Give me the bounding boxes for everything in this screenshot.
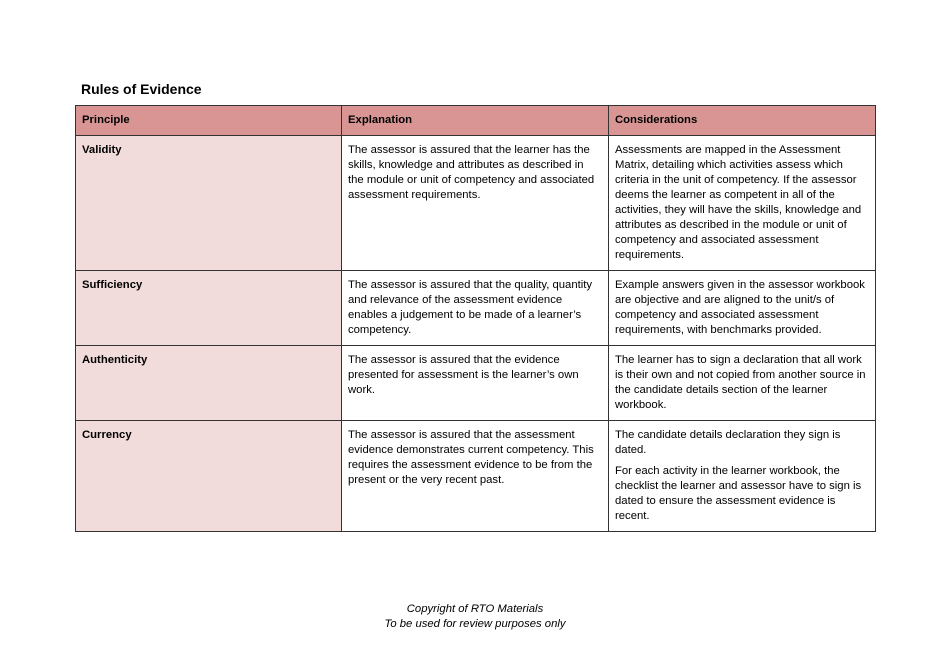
- principle-cell: Sufficiency: [76, 271, 342, 346]
- page-footer: [0, 602, 950, 632]
- principle-cell: Authenticity: [76, 346, 342, 421]
- explanation-cell: The assessor is assured that the learner has the skills, knowledge and attributes as described in the module or unit of competency and associated assessment requirements.: [342, 136, 609, 271]
- table-header-row: [76, 106, 876, 136]
- considerations-cell: [609, 421, 876, 532]
- footer-copyright: Copyright of RTO Materials: [406, 603, 544, 615]
- page-title: Rules of Evidence: [81, 81, 202, 97]
- considerations-cell: [609, 271, 876, 346]
- table-row: [76, 346, 876, 421]
- consideration-paragraph: For each activity in the learner workbook, the checklist the learner and assessor have to sign is dated to ensure the assessment evidence is recent.: [615, 465, 862, 522]
- considerations-cell: [609, 136, 876, 271]
- consideration-paragraph: The candidate details declaration they sign is dated.: [615, 429, 841, 456]
- explanation-cell: The assessor is assured that the assessment evidence demonstrates current competency. This requires the assessment evidence to be from the present or the very recent past.: [342, 421, 609, 532]
- principle-cell: Currency: [76, 421, 342, 532]
- table-row: [76, 421, 876, 532]
- consideration-paragraph: The learner has to sign a declaration that all work is their own and not copied from another source in the candidate details section of the learner workbook.: [615, 354, 866, 411]
- footer-review-note: To be used for review purposes only: [384, 618, 566, 630]
- header-considerations: Considerations: [609, 106, 876, 136]
- header-principle: Principle: [76, 106, 342, 136]
- explanation-cell: The assessor is assured that the evidence presented for assessment is the learner’s own work.: [342, 346, 609, 421]
- header-explanation: Explanation: [342, 106, 609, 136]
- principle-cell: Validity: [76, 136, 342, 271]
- consideration-paragraph: Assessments are mapped in the Assessment Matrix, detailing which activities assess which criteria in the unit of competency. If the assessor deems the learner as competent in all of the activities, they will have the skills, knowledge and attributes as described in the module or unit of competency and associated assessment requirements.: [615, 144, 862, 261]
- considerations-cell: [609, 346, 876, 421]
- table-row: [76, 271, 876, 346]
- explanation-cell: The assessor is assured that the quality, quantity and relevance of the assessment evidence enables a judgement to be made of a learner’s competency.: [342, 271, 609, 346]
- rules-of-evidence-table: [75, 105, 876, 532]
- consideration-paragraph: Example answers given in the assessor workbook are objective and are aligned to the unit/s of competency and associated assessment requirements, with benchmarks provided.: [615, 279, 865, 336]
- table-row: [76, 136, 876, 271]
